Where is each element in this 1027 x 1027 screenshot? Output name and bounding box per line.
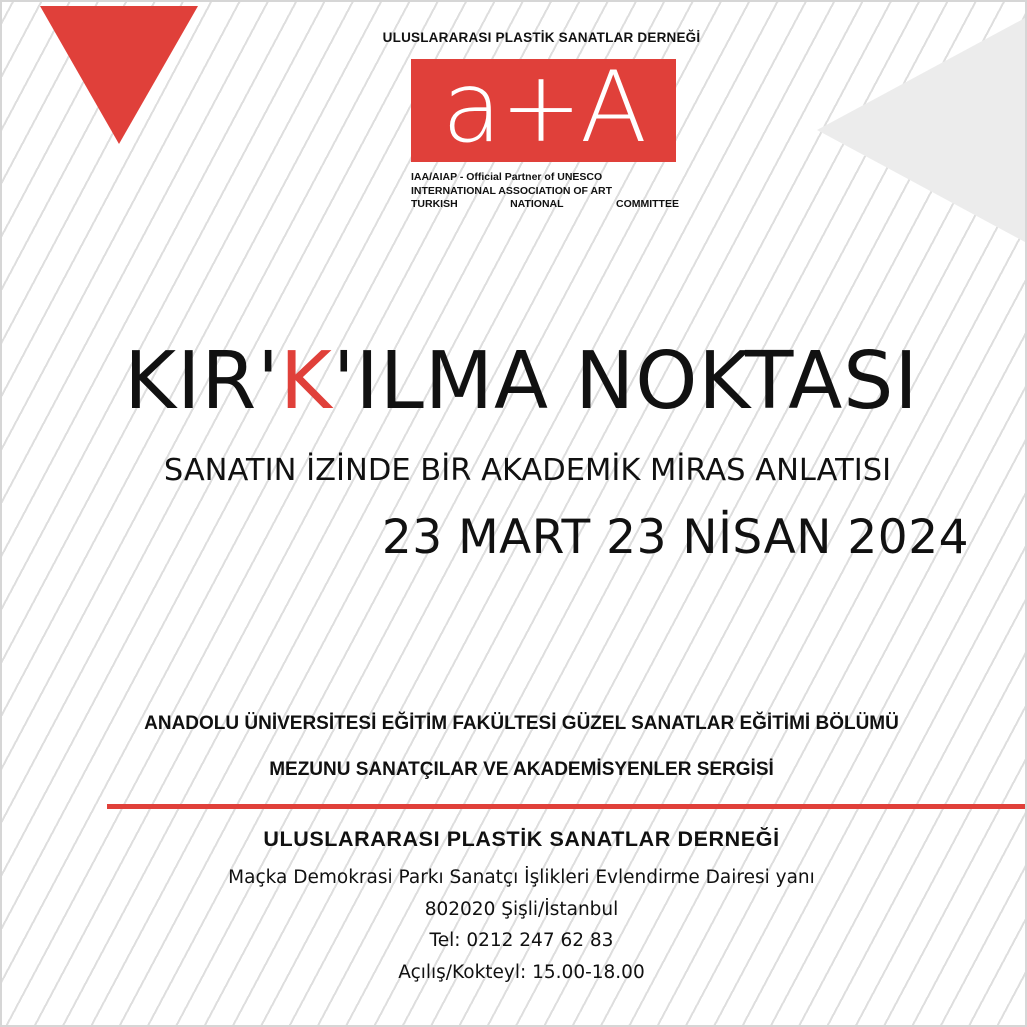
partner-line-unesco: IAA/AIAP - Official Partner of UNESCO <box>411 171 603 183</box>
logo-text: a+A <box>441 50 646 165</box>
venue-address-line-1: Maçka Demokrasi Parkı Sanatçı İşlikleri Evlendirme Dairesi yanı <box>228 867 815 888</box>
exhibition-subtitle: SANATIN İZİNDE BİR AKADEMİK MİRAS ANLATISI <box>163 453 892 488</box>
header-organization-name: ULUSLARARASI PLASTİK SANATLAR DERNEĞİ <box>382 30 701 45</box>
aplusa-logo <box>411 50 676 165</box>
venue-address-line-2: 802020 Şişli/İstanbul <box>424 898 619 920</box>
title-highlight-letter: K <box>280 335 333 427</box>
venue-info <box>2 824 1027 988</box>
red-divider <box>107 804 1027 809</box>
title-part-1: KIR' <box>124 335 280 427</box>
title-part-2: 'ILMA NOKTASI <box>332 335 919 427</box>
exhibition-title <box>2 335 1027 427</box>
partner-word: NATIONAL <box>510 198 564 210</box>
red-triangle-decoration <box>40 6 198 144</box>
partner-line-committee <box>411 198 679 212</box>
partner-info <box>411 171 679 212</box>
grey-triangle-decoration <box>817 18 1025 242</box>
partner-word: COMMITTEE <box>615 198 679 210</box>
department-line-2: MEZUNU SANATÇILAR VE AKADEMİSYENLER SERGİSİ <box>269 759 774 780</box>
venue-organization: ULUSLARARASI PLASTİK SANATLAR DERNEĞİ <box>263 827 780 851</box>
partner-line-association: INTERNATIONAL ASSOCIATION OF ART <box>411 184 613 197</box>
partner-word: TURKISH <box>411 198 458 210</box>
exhibition-dates: 23 MART 23 NİSAN 2024 <box>381 510 969 565</box>
venue-opening-time: Açılış/Kokteyl: 15.00-18.00 <box>398 961 645 983</box>
department-line-1: ANADOLU ÜNİVERSİTESİ EĞİTİM FAKÜLTESİ GÜZEL SANATLAR EĞİTİMİ BÖLÜMÜ <box>144 713 899 734</box>
venue-phone: Tel: 0212 247 62 83 <box>429 930 614 951</box>
